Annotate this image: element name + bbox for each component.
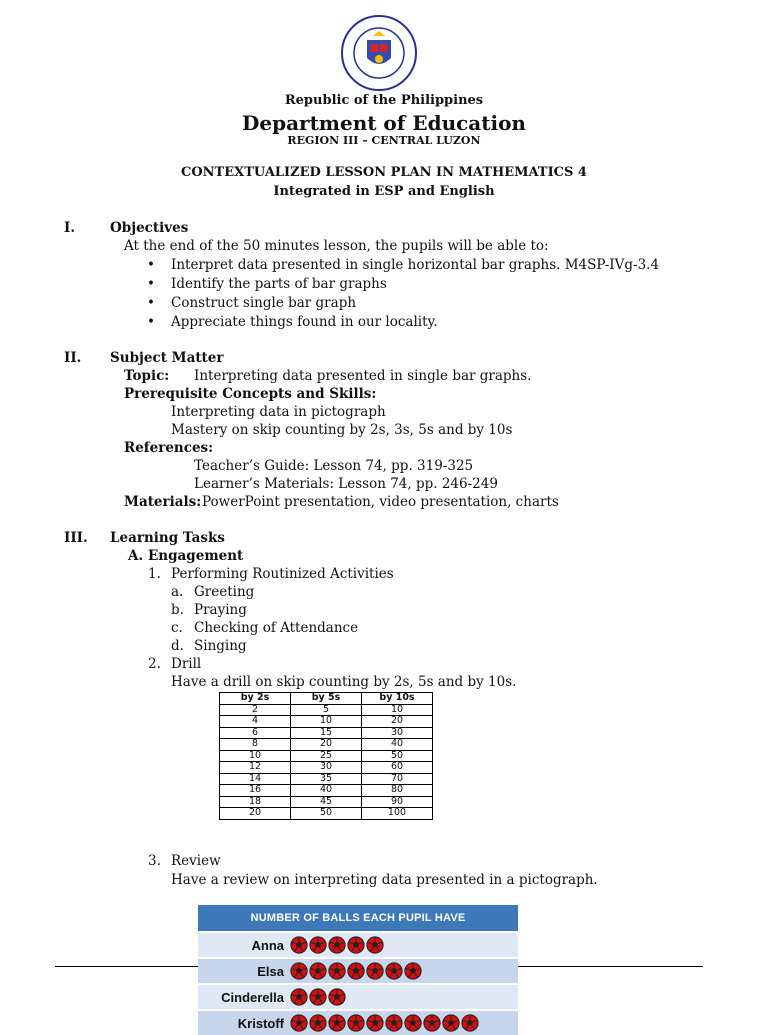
title-line2: Integrated in ESP and English [273,184,495,199]
step-text: Review [171,853,221,869]
pictograph-row [198,1011,518,1035]
table-cell: 16 [220,785,291,797]
step-number: 3. [148,853,161,869]
section-number: III. [64,530,88,546]
sub-item: Singing [194,638,247,654]
step-number: 1. [148,566,161,582]
review-instruction: Have a review on interpreting data presented in a pictograph. [171,872,598,888]
sub-letter: a. [171,584,184,600]
sub-item: Greeting [194,584,255,600]
objective-item: • Identify the parts of bar graphs [171,276,387,292]
table-cell: 60 [362,762,433,774]
ball-icon [309,962,327,980]
ball-icon [328,988,346,1006]
ball-icon [328,962,346,980]
objective-item: • Construct single bar graph [171,295,356,311]
table-cell: 20 [220,808,291,820]
table-cell: 80 [362,785,433,797]
sub-letter: b. [171,602,184,618]
table-cell: 30 [291,762,362,774]
drill-table [219,692,433,820]
ball-icon [385,962,403,980]
ball-icon [309,988,327,1006]
ball-icon [290,936,308,954]
pictograph-row [198,985,518,1009]
ball-icon [290,988,308,1006]
table-cell: 100 [362,808,433,820]
section-number: I. [64,220,76,236]
table-cell: 40 [362,739,433,751]
ball-icon [366,936,384,954]
ball-icon [309,936,327,954]
ball-icon [442,1014,460,1032]
ball-icon [404,962,422,980]
step-number: 2. [148,656,161,672]
table-cell: 30 [362,727,433,739]
subject-heading: Subject Matter [110,350,224,366]
table-row [220,785,433,797]
table-header: by 2s [220,693,291,705]
table-cell: 25 [291,750,362,762]
reference-item: Learner’s Materials: Lesson 74, pp. 246-249 [194,476,498,492]
table-cell: 50 [291,808,362,820]
table-cell: 10 [220,750,291,762]
topic-text: Interpreting data presented in single bar graphs. [194,368,532,384]
ball-icon [290,962,308,980]
ball-icon [347,936,365,954]
table-cell: 45 [291,796,362,808]
step-text: Performing Routinized Activities [171,566,394,582]
objectives-heading: Objectives [110,220,189,236]
table-row [220,773,433,785]
table-cell: 70 [362,773,433,785]
pictograph-row [198,933,518,957]
table-row [220,808,433,820]
table-cell: 20 [362,716,433,728]
table-cell: 14 [220,773,291,785]
table-row [220,727,433,739]
table-cell: 12 [220,762,291,774]
engagement-letter: A. [128,548,144,564]
deped-seal-icon [340,14,418,92]
ball-icon [347,1014,365,1032]
prereq-item: Mastery on skip counting by 2s, 3s, 5s and by 10s [171,422,513,438]
prereq-label: Prerequisite Concepts and Skills: [124,386,377,402]
ball-icon [347,962,365,980]
table-row [220,716,433,728]
table-cell: 6 [220,727,291,739]
region-name: REGION III – CENTRAL LUZON [287,134,481,147]
table-cell: 50 [362,750,433,762]
ball-icon [404,1014,422,1032]
objectives-intro: At the end of the 50 minutes lesson, the pupils will be able to: [124,238,549,254]
reference-item: Teacher’s Guide: Lesson 74, pp. 319-325 [194,458,474,474]
step-text: Drill [171,656,202,672]
table-cell: 2 [220,704,291,716]
pictograph-title: NUMBER OF BALLS EACH PUPIL HAVE [198,905,518,931]
ball-icon [328,1014,346,1032]
table-header: by 5s [291,693,362,705]
engagement-heading: Engagement [148,548,244,564]
references-label: References: [124,440,214,456]
table-cell: 20 [291,739,362,751]
table-row [220,750,433,762]
ball-icon [461,1014,479,1032]
department-name: Department of Education [242,111,526,135]
ball-icon [328,936,346,954]
pupil-name: Anna [251,937,284,953]
table-cell: 10 [362,704,433,716]
pupil-name: Cinderella [221,989,284,1005]
country-name: Republic of the Philippines [284,93,484,108]
table-row [220,704,433,716]
tasks-heading: Learning Tasks [110,530,225,546]
ball-icon [366,1014,384,1032]
section-number: II. [64,350,82,366]
table-cell: 40 [291,785,362,797]
table-cell: 8 [220,739,291,751]
materials-label: Materials: [124,494,202,510]
ball-icon [290,1014,308,1032]
topic-label: Topic: [124,368,170,384]
table-header: by 10s [362,693,433,705]
objective-item: • Interpret data presented in single horizontal bar graphs. M4SP-IVg-3.4 [171,257,659,273]
sub-letter: d. [171,638,184,654]
table-cell: 18 [220,796,291,808]
sub-letter: c. [171,620,183,636]
ball-icon [423,1014,441,1032]
pictograph [198,905,518,1035]
objective-item: • Appreciate things found in our locality. [171,314,438,330]
drill-instruction: Have a drill on skip counting by 2s, 5s and by 10s. [171,674,517,690]
table-cell: 4 [220,716,291,728]
materials-text: PowerPoint presentation, video presentation, charts [202,494,559,510]
table-row [220,739,433,751]
sub-item: Checking of Attendance [194,620,359,636]
table-cell: 15 [291,727,362,739]
table-cell: 5 [291,704,362,716]
table-cell: 35 [291,773,362,785]
table-cell: 90 [362,796,433,808]
ball-icon [385,1014,403,1032]
pictograph-row [198,959,518,983]
title-line1: CONTEXTUALIZED LESSON PLAN IN MATHEMATICS 4 [181,165,587,180]
pupil-name: Elsa [257,963,284,979]
prereq-item: Interpreting data in pictograph [171,404,386,420]
ball-icon [309,1014,327,1032]
table-row [220,796,433,808]
ball-icon [366,962,384,980]
table-row [220,762,433,774]
pupil-name: Kristoff [237,1015,284,1031]
sub-item: Praying [194,602,247,618]
table-cell: 10 [291,716,362,728]
